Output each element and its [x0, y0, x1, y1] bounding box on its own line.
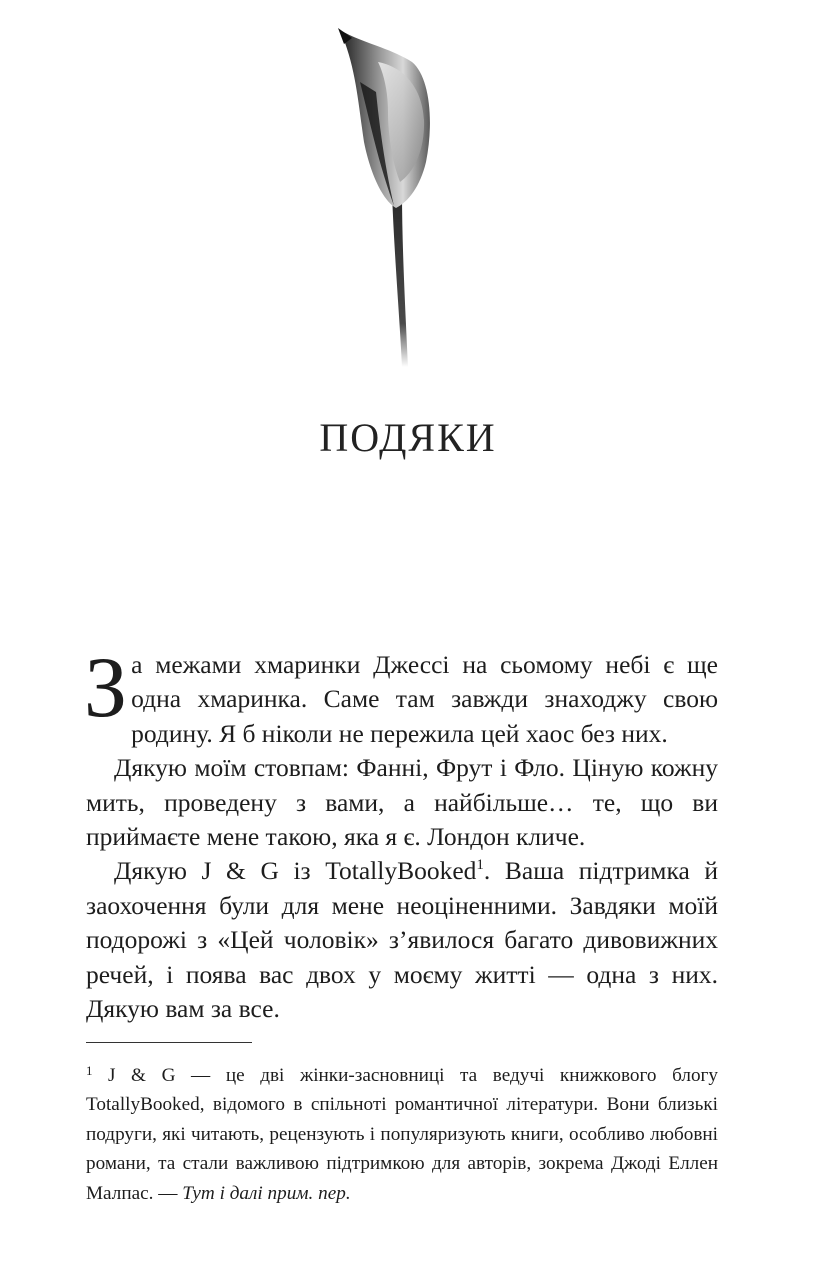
footnote-marker: 1 [86, 1063, 93, 1078]
drop-cap: З [84, 639, 128, 735]
paragraph-3-text-after: . Ваша підтримка й заохочення були для мене неоціненними. Завдяки моїй подорожі з «Цей чоловік» з’явилося багато дивовижних речей, і поява вас двох у моєму житті — одна з них. Дякую вам за все. [86, 856, 718, 1024]
paragraph-1-text: а межами хмаринки Джессі на сьомому небі є ще одна хмаринка. Саме там завжди знаходжу свою родину. Я б ніколи не пережила цей хаос без них. [131, 650, 718, 748]
footnote-reference: 1 [476, 857, 484, 874]
footnote [86, 1056, 718, 1208]
paragraph-3-text-before: Дякую J & G із TotallyBooked [114, 856, 477, 886]
calla-lily-icon [330, 22, 450, 382]
footnote-italic: Тут і далі прим. пер. [182, 1182, 351, 1204]
paragraph-3 [86, 854, 718, 1026]
footnote-divider [86, 1042, 252, 1043]
footnote-text: J & G — це дві жінки-засновниці та ведучі книжкового блогу TotallyBooked, відомого в спільноті романтичної літератури. Вони близькі подруги, які читають, рецензують і популяризують книги, особливо любовні романи, та стали важливою підтримкою для авторів, зокрема Джоді Еллен Малпас. — [86, 1065, 718, 1204]
page-title: ПОДЯКИ [319, 415, 497, 460]
acknowledgements-body [84, 639, 718, 1026]
paragraph-1 [84, 639, 718, 751]
paragraph-2: Дякую моїм стовпам: Фанні, Фрут і Фло. Ціную кожну мить, проведену з вами, а найбільше… те, що ви приймаєте мене такою, яка я є. Лондон кличе. [86, 753, 718, 852]
